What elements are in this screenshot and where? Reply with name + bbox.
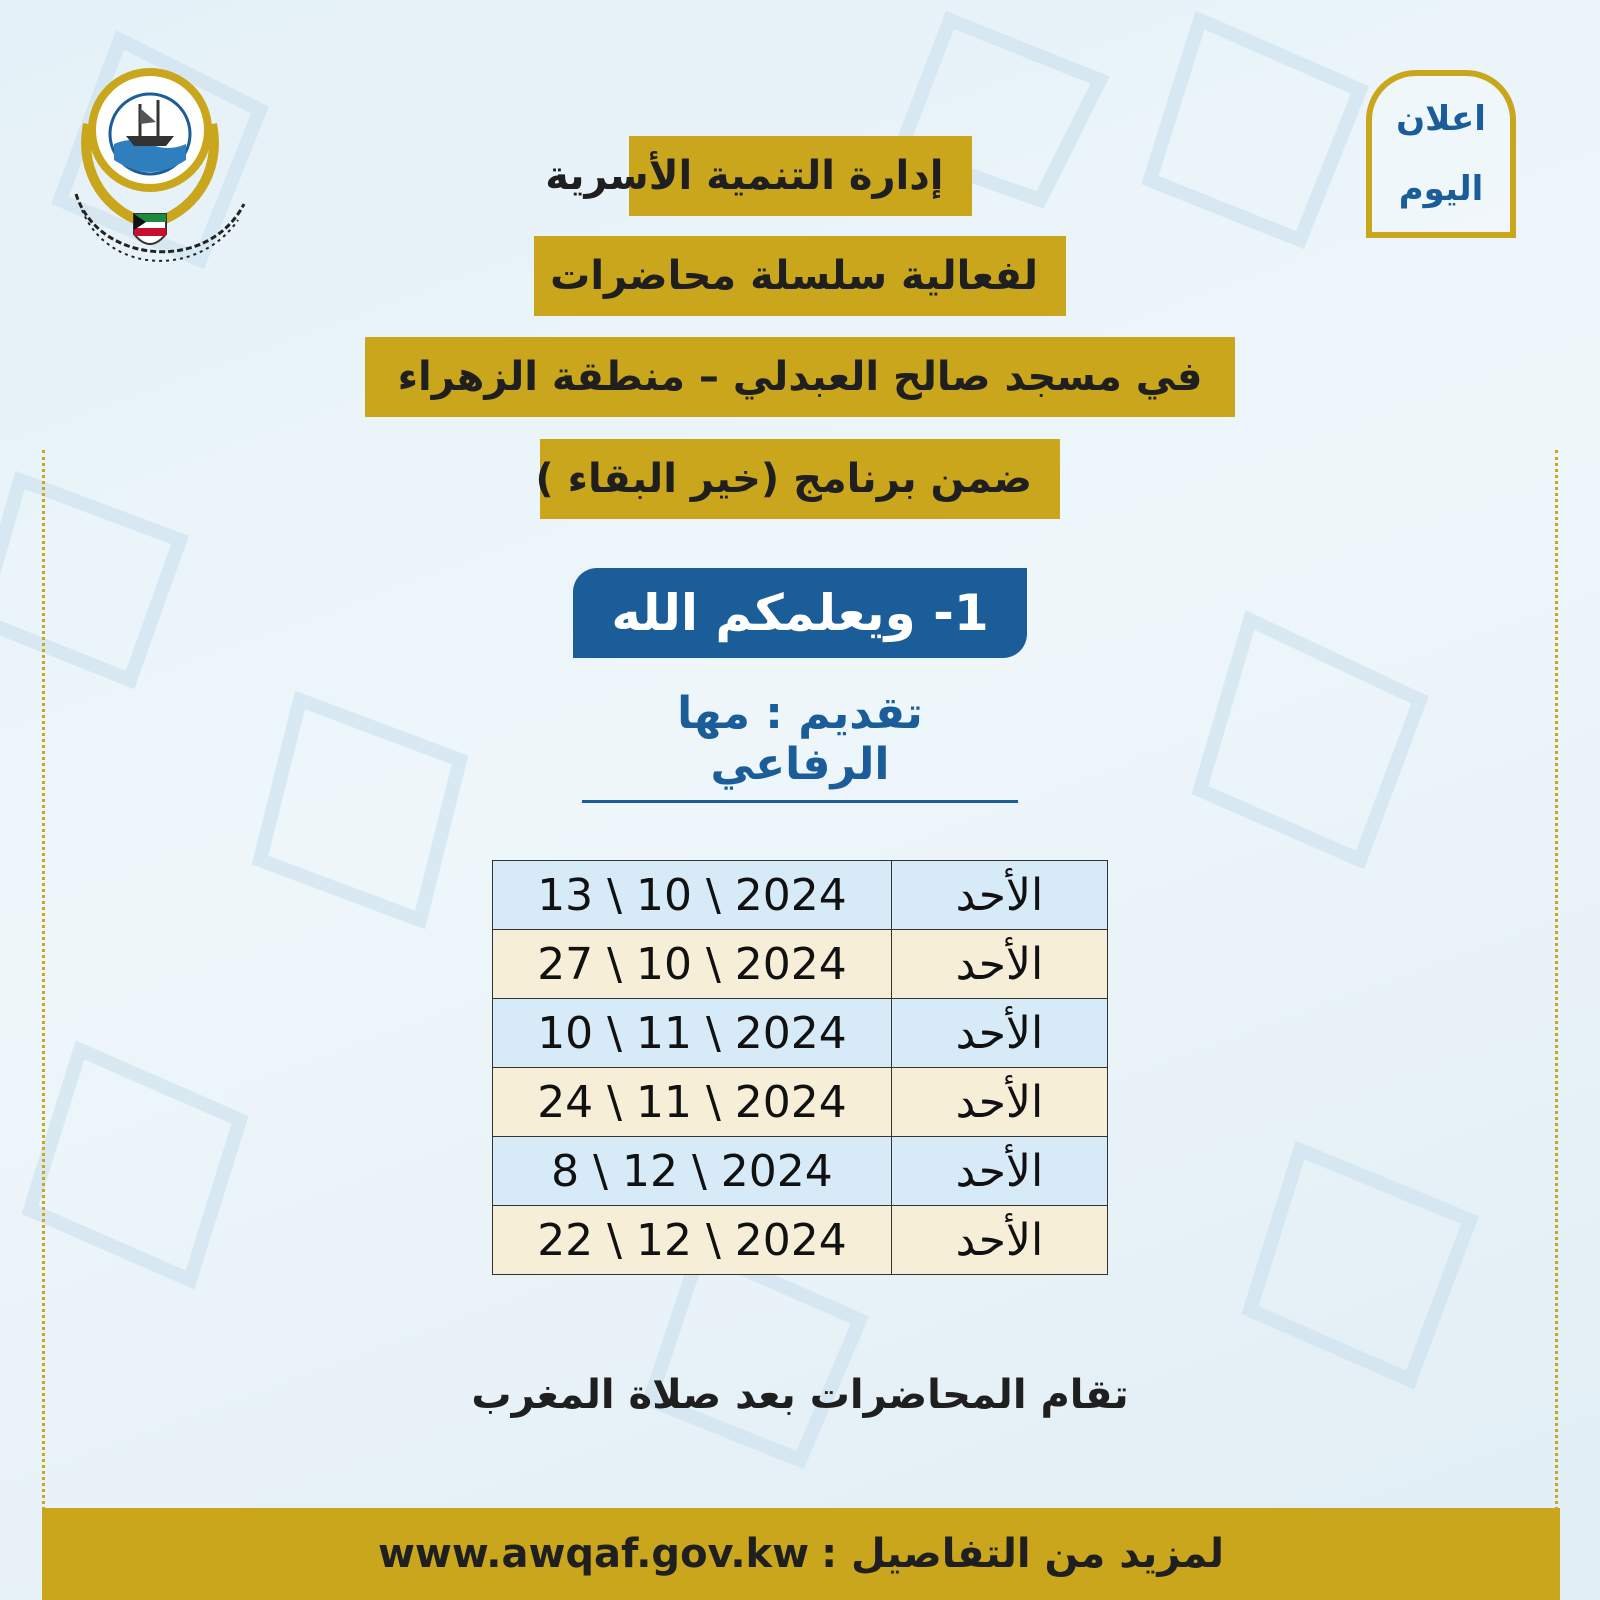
lecture-title: 1- ويعلمكم الله (573, 568, 1027, 658)
table-row (493, 999, 1108, 1068)
table-row (493, 1068, 1108, 1137)
banner-program (0, 439, 1600, 519)
table-row (493, 1206, 1108, 1275)
schedule-day: الأحد (891, 1068, 1107, 1137)
schedule-date: 10 \ 11 \ 2024 (493, 999, 892, 1068)
table-row (493, 1137, 1108, 1206)
banner-location-text: في مسجد صالح العبدلي – منطقة الزهراء (365, 337, 1235, 417)
schedule-day: الأحد (891, 930, 1107, 999)
table-row (493, 861, 1108, 930)
banner-department-text: إدارة التنمية الأسرية (629, 136, 972, 216)
badge-line-1: اعلان (1396, 99, 1486, 139)
schedule-day: الأحد (891, 861, 1107, 930)
schedule-day: الأحد (891, 999, 1107, 1068)
schedule-day: الأحد (891, 1137, 1107, 1206)
schedule-date: 27 \ 10 \ 2024 (493, 930, 892, 999)
badge-line-2: اليوم (1398, 169, 1484, 209)
footer-bar (42, 1508, 1560, 1600)
right-dotted-border (1555, 450, 1558, 1510)
timing-note: تقام المحاضرات بعد صلاة المغرب (471, 1372, 1129, 1418)
left-dotted-border (42, 450, 45, 1510)
banner-department (0, 136, 1600, 216)
presenter-text: تقديم : مها الرفاعي (582, 688, 1018, 803)
schedule-table (492, 860, 1108, 1275)
banner-event (0, 236, 1600, 316)
banner-location (0, 337, 1600, 417)
website-link[interactable]: www.awqaf.gov.kw (377, 1531, 810, 1577)
schedule-day: الأحد (891, 1206, 1107, 1275)
schedule-date: 24 \ 11 \ 2024 (493, 1068, 892, 1137)
banner-program-text: ضمن برنامج (خير البقاء ) (540, 439, 1060, 519)
schedule-date: 22 \ 12 \ 2024 (493, 1206, 892, 1275)
schedule-date: 13 \ 10 \ 2024 (493, 861, 892, 930)
table-row (493, 930, 1108, 999)
footer-label: لمزيد من التفاصيل : (821, 1531, 1225, 1577)
schedule-date: 8 \ 12 \ 2024 (493, 1137, 892, 1206)
presenter-line (0, 688, 1600, 803)
banner-event-text: لفعالية سلسلة محاضرات (534, 236, 1066, 316)
